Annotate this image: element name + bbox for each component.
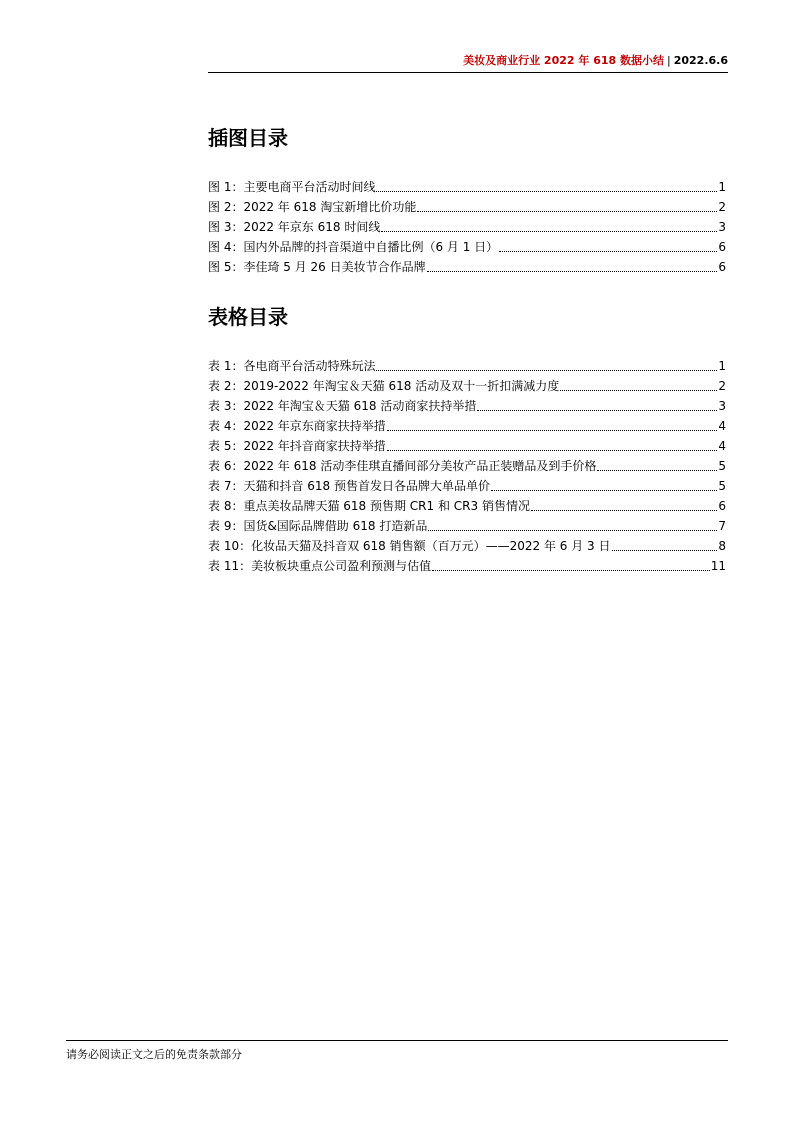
toc-entry-label: 表 6：2022 年 618 活动李佳琪直播间部分美妆产品正装赠品及到手价格 xyxy=(208,459,597,473)
toc-entry-page: 5 xyxy=(718,479,726,493)
report-date: 2022.6.6 xyxy=(673,54,728,67)
toc-entry[interactable] xyxy=(208,496,726,516)
toc-leader-dots xyxy=(491,489,717,491)
toc-entry-page: 4 xyxy=(718,419,726,433)
toc-leader-dots xyxy=(427,270,718,272)
toc-entry[interactable] xyxy=(208,177,726,197)
tables-heading: 表格目录 xyxy=(208,305,288,329)
toc-entry-label: 图 4：国内外品牌的抖音渠道中自播比例（6 月 1 日） xyxy=(208,240,499,254)
toc-entry[interactable] xyxy=(208,257,726,277)
toc-entry[interactable] xyxy=(208,237,726,257)
toc-leader-dots xyxy=(597,469,717,471)
toc-entry-page: 3 xyxy=(718,399,726,413)
header-separator: | xyxy=(667,54,671,67)
toc-leader-dots xyxy=(381,230,717,232)
toc-entry[interactable] xyxy=(208,197,726,217)
toc-entry[interactable] xyxy=(208,416,726,436)
toc-entry[interactable] xyxy=(208,217,726,237)
toc-entry-label: 表 11：美妆板块重点公司盈利预测与估值 xyxy=(208,559,432,573)
toc-entry-label: 图 1：主要电商平台活动时间线 xyxy=(208,180,376,194)
toc-leader-dots xyxy=(612,549,718,551)
toc-entry-label: 表 9：国货&国际品牌借助 618 打造新品 xyxy=(208,519,428,533)
toc-entry[interactable] xyxy=(208,456,726,476)
toc-leader-dots xyxy=(376,190,717,192)
toc-entry-page: 2 xyxy=(718,379,726,393)
toc-entry[interactable] xyxy=(208,436,726,456)
tables-toc xyxy=(208,356,726,576)
toc-entry-page: 6 xyxy=(718,260,726,274)
toc-leader-dots xyxy=(432,569,710,571)
toc-entry-page: 1 xyxy=(718,359,726,373)
toc-entry-page: 5 xyxy=(718,459,726,473)
toc-entry-page: 2 xyxy=(718,200,726,214)
toc-entry[interactable] xyxy=(208,536,726,556)
toc-entry[interactable] xyxy=(208,376,726,396)
toc-leader-dots xyxy=(428,529,717,531)
toc-leader-dots xyxy=(376,369,717,371)
toc-entry-label: 表 4：2022 年京东商家扶持举措 xyxy=(208,419,386,433)
figures-toc xyxy=(208,177,726,277)
toc-entry[interactable] xyxy=(208,396,726,416)
toc-entry[interactable] xyxy=(208,516,726,536)
toc-leader-dots xyxy=(499,250,717,252)
header-rule xyxy=(208,72,728,73)
toc-entry-label: 表 3：2022 年淘宝＆天猫 618 活动商家扶持举措 xyxy=(208,399,477,413)
toc-leader-dots xyxy=(387,449,718,451)
toc-entry-label: 图 2：2022 年 618 淘宝新增比价功能 xyxy=(208,200,417,214)
toc-leader-dots xyxy=(560,389,717,391)
toc-leader-dots xyxy=(531,509,717,511)
report-title: 美妆及商业行业 2022 年 618 数据小结 xyxy=(463,54,664,67)
toc-entry-page: 1 xyxy=(718,180,726,194)
toc-entry-label: 表 8：重点美妆品牌天猫 618 预售期 CR1 和 CR3 销售情况 xyxy=(208,499,530,513)
toc-entry-label: 表 7：天猫和抖音 618 预售首发日各品牌大单品单价 xyxy=(208,479,490,493)
toc-entry-page: 3 xyxy=(718,220,726,234)
toc-entry-page: 6 xyxy=(718,240,726,254)
toc-entry-label: 图 3：2022 年京东 618 时间线 xyxy=(208,220,381,234)
toc-leader-dots xyxy=(417,210,717,212)
toc-entry-page: 8 xyxy=(718,539,726,553)
toc-entry-page: 7 xyxy=(718,519,726,533)
toc-entry-label: 图 5：李佳琦 5 月 26 日美妆节合作品牌 xyxy=(208,260,426,274)
toc-entry[interactable] xyxy=(208,356,726,376)
toc-entry[interactable] xyxy=(208,476,726,496)
toc-entry[interactable] xyxy=(208,556,726,576)
toc-entry-page: 6 xyxy=(718,499,726,513)
toc-entry-label: 表 2：2019-2022 年淘宝＆天猫 618 活动及双十一折扣满减力度 xyxy=(208,379,560,393)
toc-entry-page: 4 xyxy=(718,439,726,453)
toc-entry-label: 表 5：2022 年抖音商家扶持举措 xyxy=(208,439,386,453)
footer-disclaimer: 请务必阅读正文之后的免责条款部分 xyxy=(66,1048,242,1061)
toc-entry-page: 11 xyxy=(710,559,726,573)
toc-leader-dots xyxy=(477,409,717,411)
toc-entry-label: 表 1：各电商平台活动特殊玩法 xyxy=(208,359,376,373)
figures-heading: 插图目录 xyxy=(208,126,288,150)
footer-rule xyxy=(66,1040,728,1041)
toc-entry-label: 表 10：化妆品天猫及抖音双 618 销售额（百万元）——2022 年 6 月 3 日 xyxy=(208,539,611,553)
toc-leader-dots xyxy=(387,429,718,431)
page-header xyxy=(208,54,728,68)
